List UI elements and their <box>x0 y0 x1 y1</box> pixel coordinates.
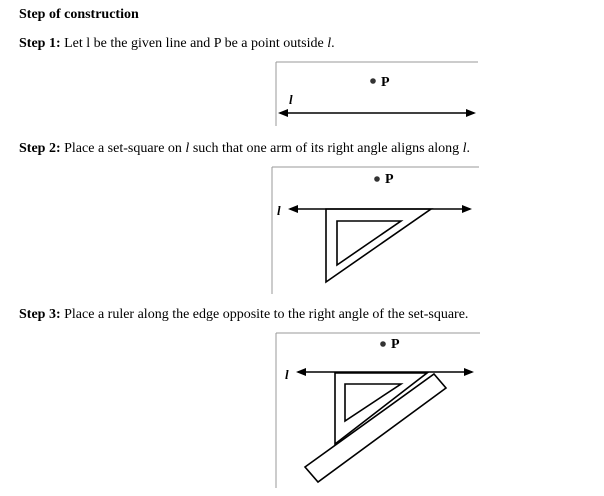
step-3-figure <box>272 330 487 492</box>
point-p-label: P <box>391 337 400 352</box>
step-3-label: Step 3: <box>19 307 61 322</box>
step-2-instruction <box>19 141 470 157</box>
arrow-right-icon <box>466 109 476 117</box>
step-1-text: Let l be the given line and P be a point outside <box>60 36 328 51</box>
set-square <box>326 209 431 282</box>
line-l-label: l <box>285 367 289 382</box>
set-square-inner-edge <box>337 221 401 265</box>
point-p <box>380 337 400 352</box>
step-2-line-symbol-2: l <box>462 141 467 156</box>
arrow-left-icon <box>288 205 298 213</box>
point-p-label: P <box>381 75 390 90</box>
step-2-end: . <box>466 141 471 156</box>
step-1-label: Step 1: <box>19 36 61 51</box>
step-3-instruction <box>19 307 468 323</box>
step-1-figure <box>272 60 482 130</box>
arrow-left-icon <box>296 368 306 376</box>
step-2-line-symbol-1: l <box>185 141 190 156</box>
step-2-figure <box>268 164 483 299</box>
step-1-end: . <box>331 36 335 51</box>
point-p-dot <box>374 176 380 182</box>
figure-frame <box>276 62 478 126</box>
step-2-text-a: Place a set-square on <box>60 141 186 156</box>
step-1-instruction <box>19 36 335 52</box>
line-l-label: l <box>289 92 293 107</box>
section-heading: Step of construction <box>19 7 139 22</box>
ruler-body <box>305 374 446 482</box>
arrow-right-icon <box>464 368 474 376</box>
figure-frame <box>272 167 479 294</box>
step-2-label: Step 2: <box>19 141 61 156</box>
line-l-label: l <box>277 203 281 218</box>
point-p-label: P <box>385 172 394 187</box>
step-3-text: Place a ruler along the edge opposite to the right angle of the set-square. <box>60 307 469 322</box>
arrow-right-icon <box>462 205 472 213</box>
ruler <box>305 374 446 482</box>
point-p <box>370 75 390 90</box>
point-p-dot <box>380 341 386 347</box>
arrow-left-icon <box>278 109 288 117</box>
step-1-line-symbol: l <box>327 36 332 51</box>
point-p <box>374 172 394 187</box>
point-p-dot <box>370 78 376 84</box>
step-2-text-b: such that one arm of its right angle aligns along <box>189 141 463 156</box>
set-square-outer-edge <box>326 209 431 282</box>
